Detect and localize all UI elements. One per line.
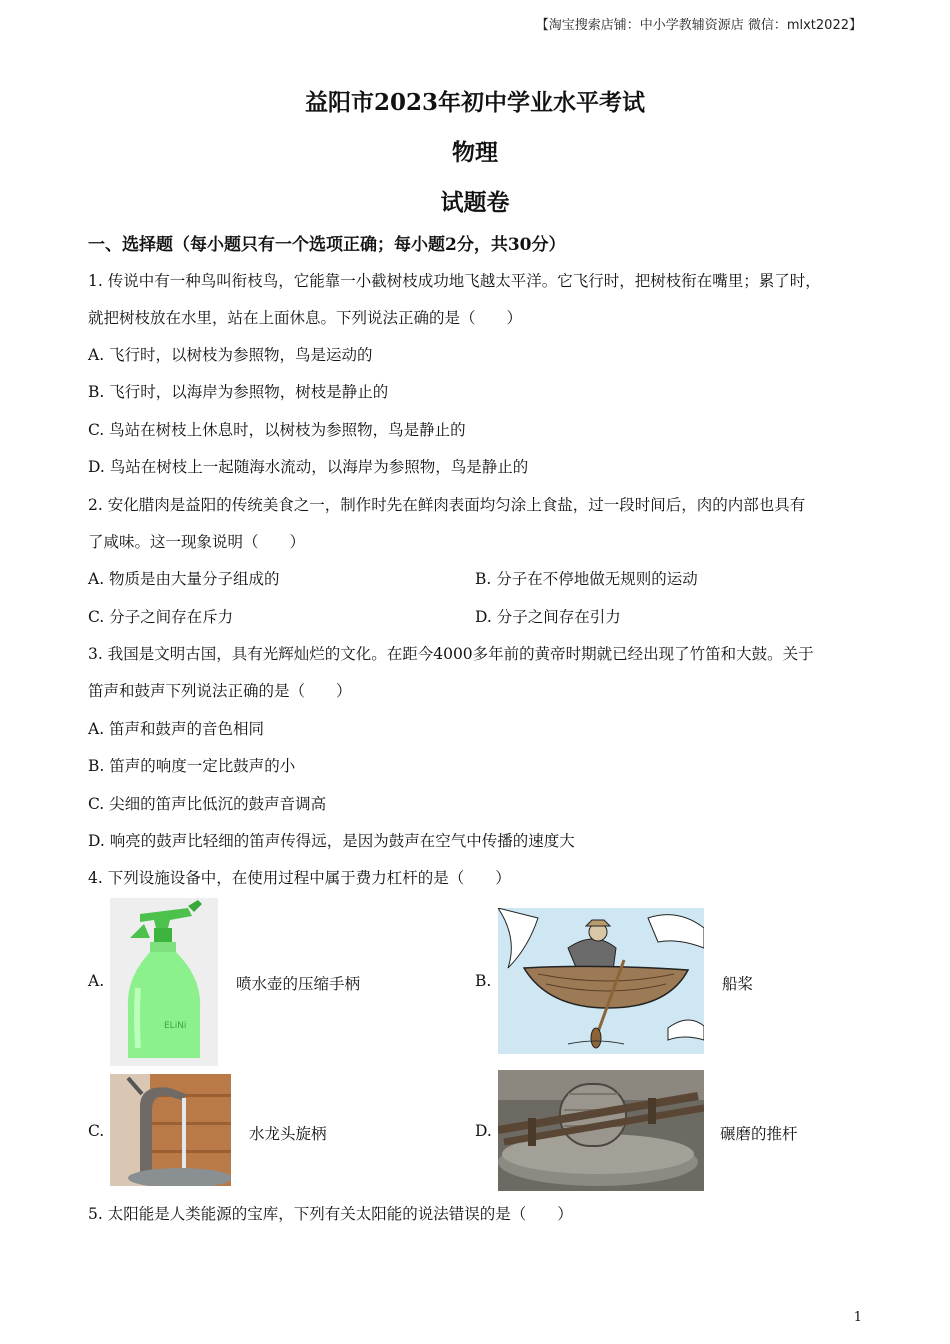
rowing-boat-image bbox=[498, 908, 704, 1054]
q4-stem: 4. 下列设施设备中，在使用过程中属于费力杠杆的是（ ） bbox=[88, 869, 511, 887]
q3-option-d: D. 响亮的鼓声比轻细的笛声传得远，是因为鼓声在空气中传播的速度大 bbox=[88, 832, 575, 850]
q1-option-d: D. 鸟站在树枝上一起随海水流动，以海岸为参照物，鸟是静止的 bbox=[88, 458, 529, 476]
q2-option-c: C. 分子之间存在斥力 bbox=[88, 608, 234, 626]
q4-option-c-text: 水龙头旋柄 bbox=[249, 1125, 327, 1143]
q1-option-c: C. 鸟站在树枝上休息时，以树枝为参照物，鸟是静止的 bbox=[88, 421, 466, 439]
q3-option-b: B. 笛声的响度一定比鼓声的小 bbox=[88, 757, 296, 775]
subject-title: 物理 bbox=[452, 139, 498, 166]
exam-title: 益阳市2023年初中学业水平考试 bbox=[304, 89, 645, 116]
q2-option-b: B. 分子在不停地做无规则的运动 bbox=[475, 570, 698, 588]
q3-option-c: C. 尖细的笛声比低沉的鼓声音调高 bbox=[88, 795, 327, 813]
q4-option-b-letter: B. bbox=[475, 972, 492, 990]
q3-stem-line1: 3. 我国是文明古国，具有光辉灿烂的文化。在距今4000多年前的黄帝时期就已经出现了竹笛和大鼓。关于 bbox=[88, 645, 814, 663]
q4-option-d-text: 碾磨的推杆 bbox=[720, 1125, 798, 1143]
q1-option-b: B. 飞行时，以海岸为参照物，树枝是静止的 bbox=[88, 383, 389, 401]
q1-option-a: A. 飞行时，以树枝为参照物，鸟是运动的 bbox=[88, 346, 373, 364]
q2-option-a: A. 物质是由大量分子组成的 bbox=[88, 570, 280, 588]
q1-stem-line2: 就把树枝放在水里，站在上面休息。下列说法正确的是（ ） bbox=[88, 309, 523, 327]
paper-type-title: 试题卷 bbox=[440, 189, 510, 216]
q3-option-a: A. 笛声和鼓声的音色相同 bbox=[88, 720, 265, 738]
q4-option-c-letter: C. bbox=[88, 1122, 105, 1140]
q2-stem-line1: 2. 安化腊肉是益阳的传统美食之一，制作时先在鲜肉表面均匀涂上食盐，过一段时间后，肉的内部也具有 bbox=[88, 496, 806, 514]
faucet-image bbox=[110, 1074, 231, 1186]
q2-option-d: D. 分子之间存在引力 bbox=[475, 608, 621, 626]
section-heading: 一、选择题（每小题只有一个选项正确；每小题2分，共30分） bbox=[88, 235, 566, 255]
stone-mill-image bbox=[498, 1070, 704, 1191]
q3-stem-line2: 笛声和鼓声下列说法正确的是（ ） bbox=[88, 682, 352, 700]
page-number: 1 bbox=[853, 1310, 862, 1325]
q4-option-a-text: 喷水壶的压缩手柄 bbox=[236, 975, 361, 993]
q1-stem-line1: 1. 传说中有一种鸟叫衔枝鸟，它能靠一小截树枝成功地飞越太平洋。它飞行时，把树枝衔在嘴里；累了时， bbox=[88, 272, 821, 290]
spray-bottle-image bbox=[110, 898, 218, 1066]
q4-option-d-letter: D. bbox=[475, 1122, 492, 1140]
q5-stem: 5. 太阳能是人类能源的宝库，下列有关太阳能的说法错误的是（ ） bbox=[88, 1205, 573, 1223]
header-note: 【淘宝搜索店铺：中小学教辅资源店 微信：mlxt2022】 bbox=[535, 18, 862, 33]
q2-stem-line2: 了咸味。这一现象说明（ ） bbox=[88, 533, 306, 551]
svg-text:ELiNi: ELiNi bbox=[164, 1021, 187, 1031]
q4-option-b-text: 船桨 bbox=[722, 975, 754, 993]
q4-option-a-letter: A. bbox=[88, 972, 105, 990]
